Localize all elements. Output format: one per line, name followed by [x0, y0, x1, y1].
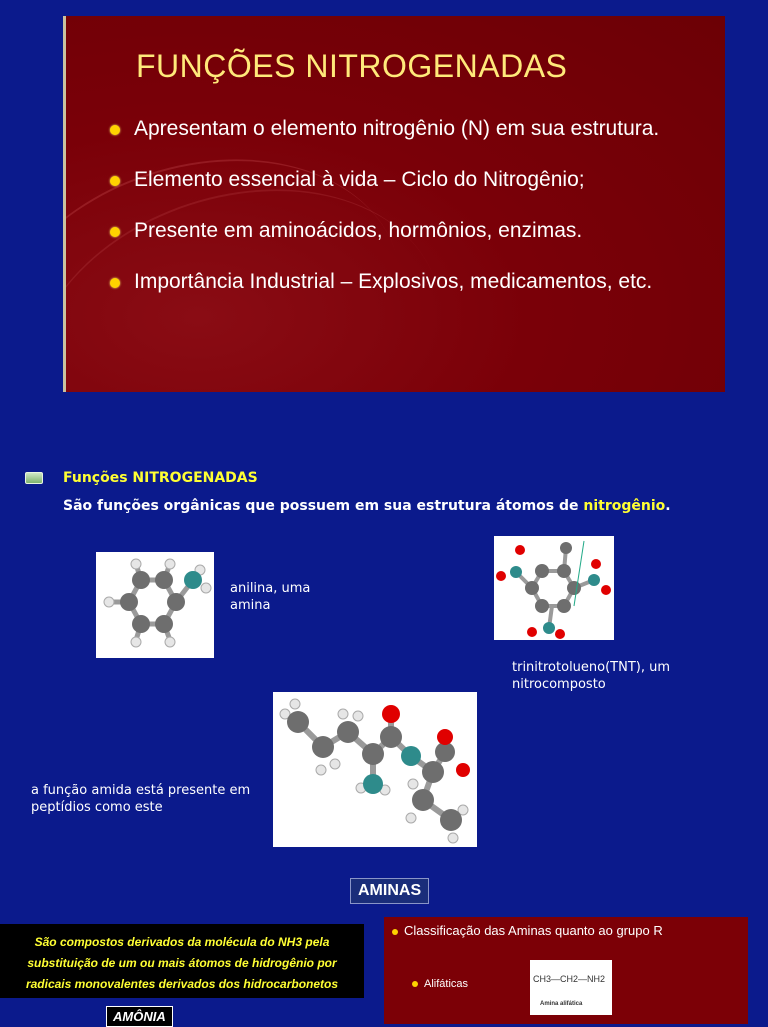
bullet-text: Apresentam o elemento nitrogênio (N) em sua estrutura. [134, 117, 660, 140]
slide-bullets [106, 116, 716, 307]
section-text [63, 496, 703, 516]
formula-text: CH3—CH2—NH2 [533, 974, 606, 984]
bullet-text: Presente em aminoácidos, hormônios, enzimas. [134, 219, 583, 242]
tnt-caption: trinitrotolueno(TNT), um nitrocomposto [512, 660, 671, 692]
tnt-molecule-image [494, 536, 614, 640]
aniline-molecule-image [96, 552, 214, 658]
aniline-caption: anilina, uma amina [230, 581, 311, 613]
bullet-dot-icon [110, 176, 120, 186]
section-text-highlight: nitrogênio [583, 498, 666, 514]
classification-title-text: Classificação das Aminas quanto ao grupo R [404, 923, 663, 938]
classification-item-text: Alifáticas [424, 978, 469, 990]
amonia-label: AMÔNIA [106, 1006, 173, 1027]
peptide-molecule-icon [273, 692, 477, 847]
aminas-label: AMINAS [350, 878, 429, 904]
bullet-dot-icon [412, 981, 418, 987]
formula-label: Amina alifática [540, 1001, 583, 1007]
bullet-item [106, 269, 716, 294]
aliphatic-amine-formula [530, 960, 612, 1015]
amine-classification-panel [384, 917, 748, 1024]
peptide-molecule-image [273, 692, 477, 847]
bullet-dot-icon [110, 227, 120, 237]
section-bullet-icon [25, 472, 43, 484]
amine-definition: São compostos derivados da molécula do NH3 pela substituição de um ou mais átomos de hidrogênio por radicais monovalentes derivados dos hidrocarbonetos [0, 924, 364, 998]
bullet-item [106, 116, 716, 141]
bullet-dot-icon [392, 929, 398, 935]
classification-title [392, 923, 663, 938]
section-text-main: São funções orgânicas que possuem em sua estrutura átomos de [63, 498, 579, 514]
tnt-molecule-icon [494, 536, 614, 640]
slide-title: FUNÇÕES NITROGENADAS [136, 48, 568, 84]
bullet-dot-icon [110, 125, 120, 135]
aniline-molecule-icon [96, 552, 214, 658]
bullet-text: Importância Industrial – Explosivos, medicamentos, etc. [134, 270, 653, 293]
bullet-text: Elemento essencial à vida – Ciclo do Nitrogênio; [134, 168, 585, 191]
bullet-item [106, 218, 716, 243]
section-text-period: . [665, 498, 671, 514]
amide-caption: a função amida está presente em peptídios como este [31, 783, 251, 815]
bullet-dot-icon [110, 278, 120, 288]
title-slide [63, 16, 725, 392]
bullet-item [106, 167, 716, 192]
classification-item [412, 978, 468, 990]
section-heading: Funções NITROGENADAS [63, 470, 258, 486]
